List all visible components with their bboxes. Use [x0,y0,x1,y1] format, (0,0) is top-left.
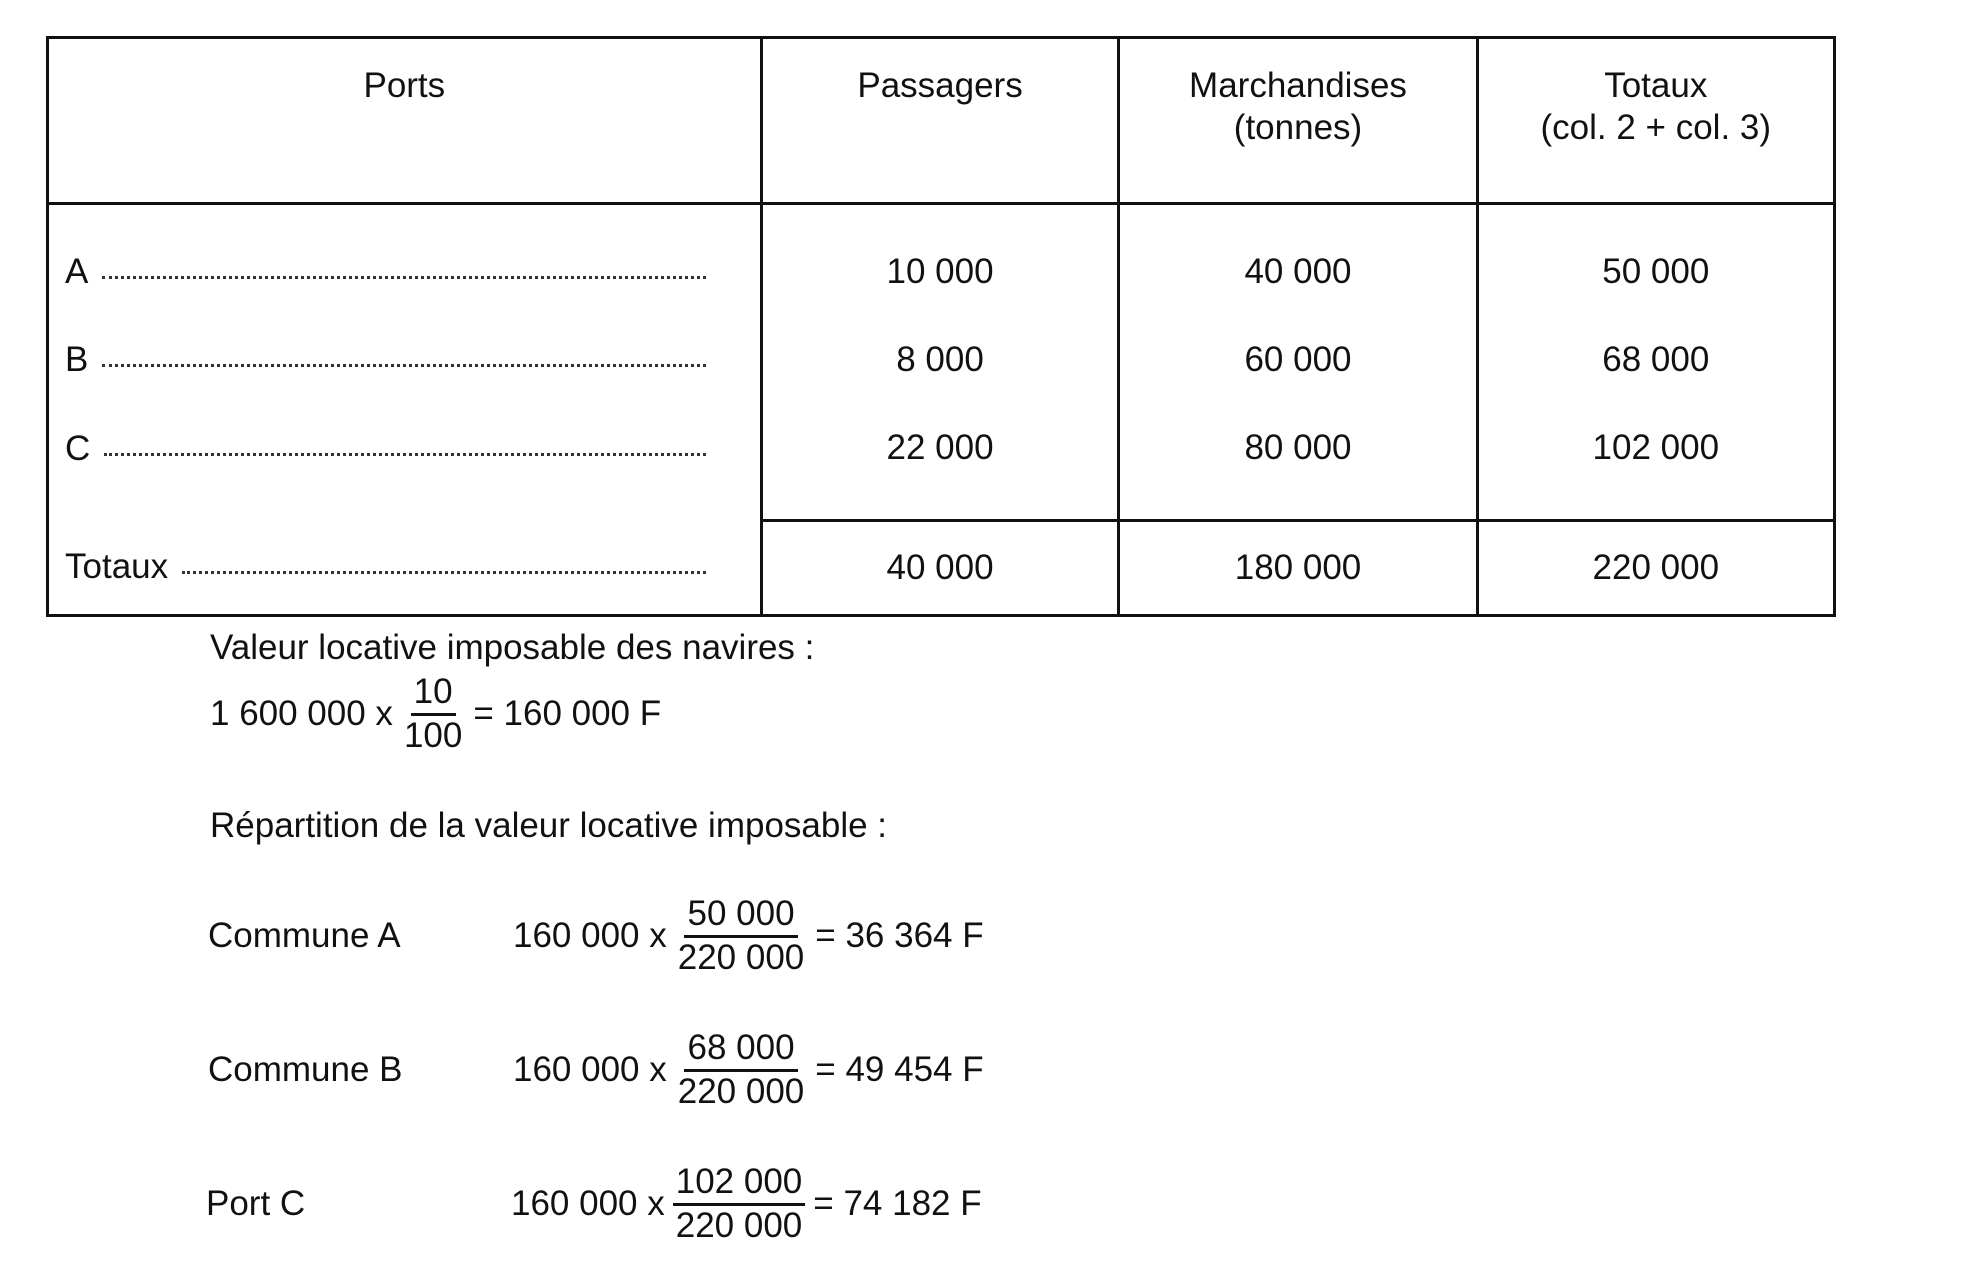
fraction-denominator: 220 000 [677,937,805,977]
formula-lhs: 160 000 x [513,916,667,956]
commune-label: Commune A [208,916,401,956]
port-name: A [65,252,89,291]
totaux-cell: 102 000 [1477,404,1834,521]
formula-lhs: 160 000 x [511,1184,665,1224]
port-name: C [65,428,91,468]
total-label: Totaux [65,547,169,587]
fraction-denominator: 220 000 [677,1071,805,1111]
valeur-heading: Valeur locative imposable des navires : [210,628,815,667]
commune-label: Commune B [208,1050,403,1090]
formula-lhs: 1 600 000 x [210,694,393,734]
header-marchandises-label: Marchandises [1189,66,1407,105]
repartition-row [208,1030,984,1111]
passagers-cell: 10 000 [761,204,1119,317]
formula-result: = 160 000 F [473,694,662,734]
totaux-cell: 68 000 [1477,316,1834,404]
dot-leader [182,571,706,574]
header-passagers [761,38,1119,204]
fraction-numerator: 10 [411,674,456,716]
repartition-row [206,1164,982,1245]
table-row [48,404,1835,521]
total-marchandises-cell: 180 000 [1119,521,1477,616]
fraction-numerator: 68 000 [684,1030,797,1072]
fraction [673,1164,806,1245]
port-cell [48,316,762,404]
fraction-numerator: 102 000 [673,1164,806,1206]
fraction-denominator: 220 000 [675,1205,803,1245]
header-totaux [1477,38,1834,204]
totaux-cell: 50 000 [1477,204,1834,317]
valeur-formula [210,674,661,755]
table-header-row [48,38,1835,204]
commune-label: Port C [206,1184,306,1224]
total-row [48,521,1835,616]
repartition-row [208,896,984,977]
port-cell [48,204,762,317]
marchandises-cell: 80 000 [1119,404,1477,521]
formula-result: = 74 182 F [813,1184,982,1224]
ports-table [46,36,1836,617]
header-totaux-note: (col. 2 + col. 3) [1540,108,1772,147]
marchandises-cell: 40 000 [1119,204,1477,317]
table-row [48,204,1835,317]
fraction-numerator: 50 000 [684,896,797,938]
dot-leader [102,276,705,279]
fraction [675,1030,808,1111]
table-row [48,316,1835,404]
port-cell [48,404,762,521]
header-ports-label: Ports [363,66,446,105]
fraction [675,896,808,977]
formula-result: = 36 364 F [815,916,984,956]
repartition-heading: Répartition de la valeur locative imposable : [210,806,888,845]
header-marchandises-unit: (tonnes) [1233,108,1363,147]
passagers-cell: 8 000 [761,316,1119,404]
formula-lhs: 160 000 x [513,1050,667,1090]
dot-leader [102,364,705,367]
header-totaux-label: Totaux [1604,66,1708,105]
total-totaux-cell: 220 000 [1477,521,1834,616]
formula-result: = 49 454 F [815,1050,984,1090]
header-passagers-label: Passagers [857,66,1023,105]
fraction [401,674,465,755]
total-label-cell [48,521,762,616]
passagers-cell: 22 000 [761,404,1119,521]
total-passagers-cell: 40 000 [761,521,1119,616]
header-ports [48,38,762,204]
port-name: B [65,340,89,379]
dot-leader [104,453,705,456]
marchandises-cell: 60 000 [1119,316,1477,404]
header-marchandises [1119,38,1477,204]
fraction-denominator: 100 [403,715,463,755]
